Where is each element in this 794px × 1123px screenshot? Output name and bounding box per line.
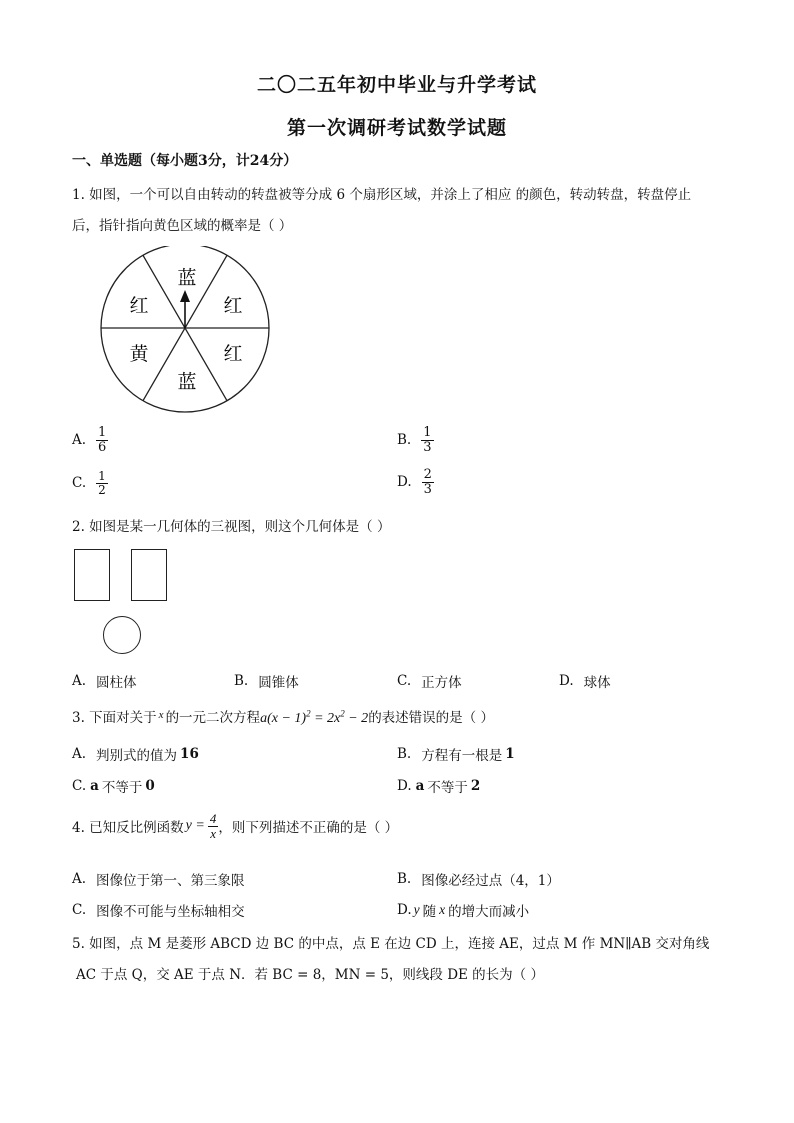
sector-label: 红 bbox=[129, 295, 149, 317]
option-letter: C. bbox=[397, 673, 412, 689]
exam-title: 二〇二五年初中毕业与升学考试 bbox=[256, 74, 537, 96]
q2-option-a[interactable] bbox=[72, 671, 137, 691]
q4-option-a[interactable]: A. 图像位于第一、第三象限 bbox=[72, 871, 245, 889]
sector-label: 蓝 bbox=[177, 371, 197, 393]
q4-option-c[interactable]: C. 图像不可能与坐标轴相交 bbox=[72, 902, 245, 920]
q4-option-d[interactable]: D. y 随 x 的增大而减小 bbox=[397, 902, 530, 920]
fraction: $\frac{1}{2}$ bbox=[98, 469, 106, 497]
option-text: 正方体 bbox=[421, 675, 462, 691]
q3-option-a[interactable]: A. 判别式的值为 16 bbox=[72, 746, 199, 764]
q2-option-b[interactable] bbox=[234, 671, 299, 691]
q3-option-b[interactable]: B. 方程有一根是 1 bbox=[397, 746, 515, 764]
option-letter: C. bbox=[72, 475, 87, 492]
fraction: $\frac{2}{3}$ bbox=[423, 467, 432, 497]
q1-option-c[interactable] bbox=[72, 470, 108, 496]
q4-option-b[interactable]: B. 图像必经过点（4，1） bbox=[397, 871, 560, 889]
q1-text-line2: 后，指针指向黄色区域的概率是（ ） bbox=[72, 218, 293, 234]
q1-text-line1: 1. 如图，一个可以自由转动的转盘被等分成 6 个扇形区域，并涂上了相应 的颜色，转动转盘，转盘停止 bbox=[72, 187, 692, 203]
q5-text-line1: 5. 如图，点 M 是菱形 ABCD 边 BC 的中点，点 E 在边 CD 上，连接 AE，过点 M 作 MN∥AB 交对角线 bbox=[72, 936, 710, 952]
option-letter: A. bbox=[72, 432, 87, 449]
option-letter: D. bbox=[397, 474, 412, 491]
q3-option-c[interactable]: C. a 不等于 0 bbox=[72, 778, 155, 796]
fraction: $\frac{4}{x}$ bbox=[209, 811, 217, 841]
side-view-rectangle bbox=[131, 549, 167, 601]
sector-label: 蓝 bbox=[177, 267, 197, 289]
top-view-circle bbox=[103, 616, 141, 654]
fraction: $\frac{1}{6}$ bbox=[98, 425, 107, 455]
fraction: $\frac{1}{3}$ bbox=[423, 425, 432, 455]
sector-label: 红 bbox=[223, 343, 243, 365]
option-text: 球体 bbox=[583, 675, 611, 691]
equation: $a(x - 1)^2 = 2x^2 - 2$ bbox=[260, 708, 369, 726]
q1-option-a[interactable] bbox=[72, 426, 108, 454]
sector-label: 黄 bbox=[129, 343, 149, 365]
q3-text: 3. 下面对关于 $^x$ 的一元二次方程$a(x - 1)^2 = 2x^2 - 2$的表述错误的是（ ） bbox=[72, 708, 494, 726]
option-letter: B. bbox=[234, 673, 249, 689]
front-view-rectangle bbox=[74, 549, 110, 601]
option-letter: D. bbox=[559, 673, 574, 689]
q5-text-line2: AC 于点 Q，交 AE 于点 N．若 BC = 8，MN = 5，则线段 DE 的长为（ ） bbox=[76, 967, 544, 983]
q2-option-c[interactable] bbox=[397, 671, 462, 691]
q1-option-d[interactable] bbox=[397, 468, 434, 496]
q2-option-d[interactable] bbox=[559, 671, 611, 691]
option-text: 圆锥体 bbox=[258, 675, 299, 691]
section-heading: 一、单选题（每小题3分，计24分） bbox=[72, 153, 298, 169]
option-text: 圆柱体 bbox=[96, 675, 137, 691]
exam-subtitle: 第一次调研考试数学试题 bbox=[286, 117, 507, 139]
q1-option-b[interactable] bbox=[397, 426, 434, 454]
q3-option-d[interactable]: D. a 不等于 2 bbox=[397, 778, 481, 796]
spinner-figure bbox=[95, 246, 275, 416]
q4-text: 4. 已知反比例函数 y = $\frac{4}{x}$ ，则下列描述不正确的是（ ） bbox=[72, 811, 399, 841]
option-letter: A. bbox=[72, 673, 87, 689]
sector-label: 红 bbox=[223, 295, 243, 317]
q2-text: 2. 如图是某一几何体的三视图，则这个几何体是（ ） bbox=[72, 519, 391, 535]
option-letter: B. bbox=[397, 432, 412, 449]
